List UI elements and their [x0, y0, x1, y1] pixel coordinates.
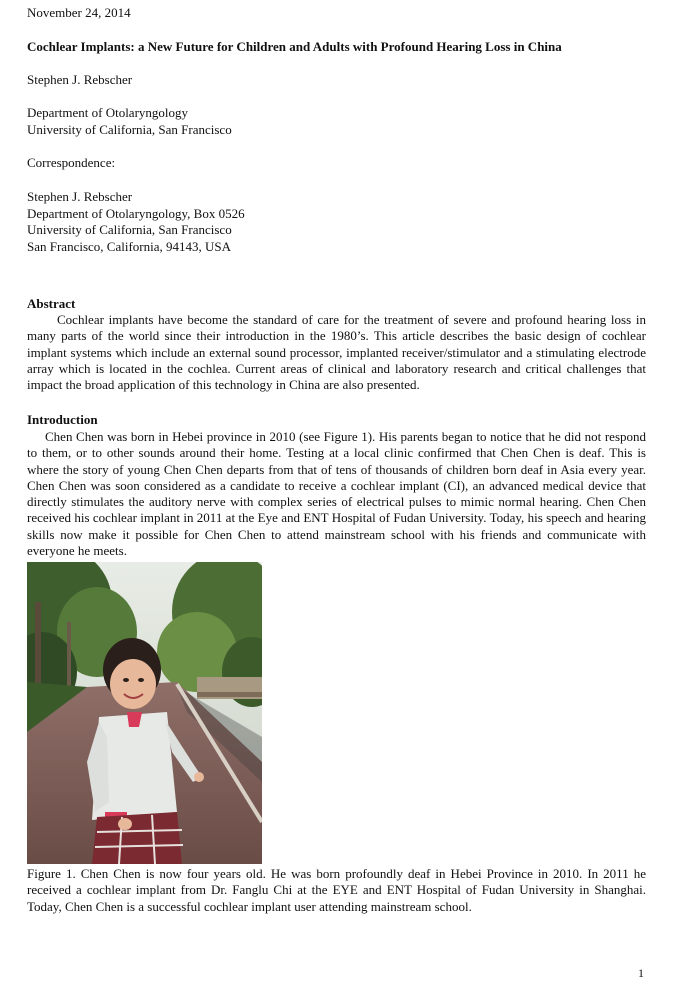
paper-title: Cochlear Implants: a New Future for Children and Adults with Profound Hearing Loss in China: [27, 39, 562, 54]
page-number: 1: [638, 966, 644, 980]
introduction-heading: Introduction: [27, 412, 98, 427]
boy-on-path-image: [27, 562, 262, 864]
correspondence-address: San Francisco, California, 94143, USA: [27, 239, 232, 254]
introduction-text: Chen Chen was born in Hebei province in 2010 (see Figure 1). His parents began to notice that he did not respond to them, or to other sounds around their home. Testing at a local clinic confirmed that Chen Chen is deaf. This is where the story of young Chen Chen departs from that of tens of thousands of children born deaf in Asia every year. Chen Chen was soon considered as a candidate to receive a cochlear implant (CI), an advanced medical device that directly stimulates the auditory nerve with complex series of electrical pulses to mimic normal hearing. Chen Chen received his cochlear implant in 2011 at the Eye and ENT Hospital of Fudan University. Today, his speech and hearing skills now make it possible for Chen Chen to attend mainstream school with his friends and communicate with everyone he meets.: [27, 429, 646, 559]
author-department: Department of Otolaryngology: [27, 105, 189, 120]
correspondence-department: Department of Otolaryngology, Box 0526: [27, 206, 245, 221]
correspondence-university: University of California, San Francisco: [27, 222, 232, 237]
author-university: University of California, San Francisco: [27, 122, 232, 137]
correspondence-label: Correspondence:: [27, 155, 116, 170]
figure-1-photo: [27, 562, 262, 864]
figure-1-caption: Figure 1. Chen Chen is now four years old. He was born profoundly deaf in Hebei Province in 2010. In 2011 he received a cochlear implant from Dr. Fanglu Chi at the EYE and ENT Hospital of Fudan University in Shanghai. Today, Chen Chen is a successful cochlear implant user attending mainstream school.: [27, 866, 646, 914]
correspondence-name: Stephen J. Rebscher: [27, 189, 133, 204]
abstract-heading: Abstract: [27, 296, 76, 311]
author-name: Stephen J. Rebscher: [27, 72, 133, 87]
date-line: November 24, 2014: [27, 5, 131, 20]
abstract-text: Cochlear implants have become the standard of care for the treatment of severe and profound hearing loss in many parts of the world since their introduction in the 1980’s. This article describes the basic design of cochlear implant systems which include an external sound processor, implanted receiver/stimulator and a stimulating electrode array which is located in the cochlea. Current areas of clinical and laboratory research and critical challenges that impact the broad application of this technology in China are also presented.: [27, 312, 646, 393]
